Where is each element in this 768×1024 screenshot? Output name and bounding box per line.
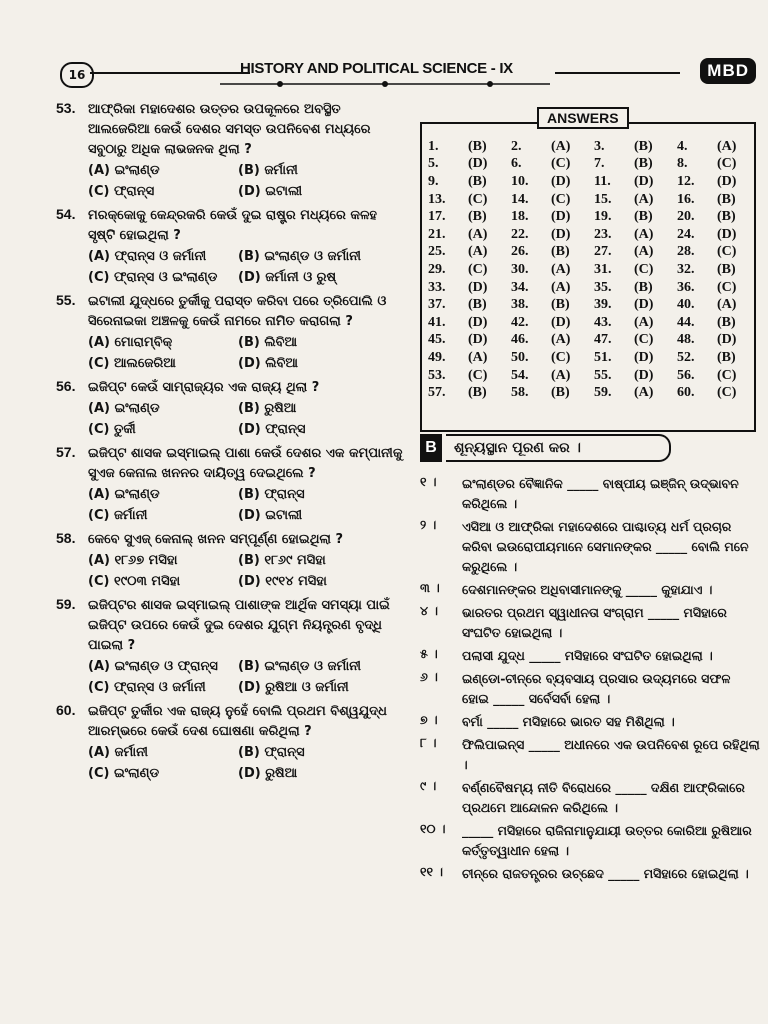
- answer-option: (B): [551, 244, 570, 260]
- question-options: [88, 398, 406, 440]
- item-text: ପଲାସୀ ଯୁଦ୍ଧ _____ ମସିହାରେ ସଂଘଟିତ ହୋଇଥିଲା ।: [462, 648, 713, 663]
- answer-option: (A): [468, 226, 488, 242]
- option: (C) ଜର୍ମାନୀ: [88, 508, 148, 523]
- answer-number: 58.: [511, 385, 529, 401]
- answer-option: (C): [634, 261, 654, 277]
- answer-option: (D): [551, 209, 571, 225]
- answer-number: 59.: [594, 385, 612, 401]
- answer-option: (D): [634, 297, 654, 313]
- answer-option: (A): [468, 244, 488, 260]
- question-number: 53.: [56, 100, 76, 116]
- option: (C) ଫ୍ରାନ୍ସ: [88, 184, 155, 199]
- answer-number: 55.: [594, 367, 612, 383]
- answer-option: (B): [634, 138, 653, 154]
- question-number: 60.: [56, 702, 76, 718]
- answer-option: (B): [468, 173, 487, 189]
- answer-option: (D): [468, 332, 488, 348]
- answer-option: (A): [551, 332, 571, 348]
- question-text: କେବେ ସୁଏଜ୍ କେନାଲ୍ ଖନନ ସମ୍ପୂର୍ଣ୍ଣ ହୋଇଥିଲା ?: [88, 532, 344, 547]
- item-number: ୪ ।: [420, 603, 438, 618]
- answer-row: [428, 296, 760, 314]
- item-number: ୧ ।: [420, 474, 437, 489]
- section-title: ଶୂନ୍ୟସ୍ଥାନ ପୂରଣ କର ।: [446, 434, 671, 462]
- option: (B) ଜର୍ମାନୀ: [238, 163, 298, 178]
- item-text: ଏସିଆ ଓ ଆଫ୍ରିକା ମହାଦେଶରେ ପାଶ୍ଚାତ୍ୟ ଧର୍ମ ପ୍ରଚାର କରିବା ଇଉରୋପୀୟମାନେ ସେମାନଙ୍କର _____ ବୋଲି ମନେ କରୁଥିଲେ ।: [462, 519, 749, 574]
- answer-option: (B): [717, 314, 736, 330]
- option: (B) ରୁଷିଆ: [238, 401, 297, 416]
- fill-blank-item: [420, 735, 760, 775]
- answer-row: [428, 384, 760, 402]
- option: (B) ଇଂଲାଣ୍ଡ ଓ ଜର୍ମାନୀ: [238, 659, 361, 674]
- mcq-list: [56, 100, 406, 788]
- question-options: [88, 246, 406, 288]
- answer-option: (D): [717, 226, 737, 242]
- answer-option: (C): [717, 367, 737, 383]
- answer-number: 41.: [428, 314, 446, 330]
- answer-option: (B): [717, 261, 736, 277]
- answer-number: 33.: [428, 279, 446, 295]
- item-number: ୯ ।: [420, 778, 437, 793]
- answer-number: 6.: [511, 156, 522, 172]
- question-options: [88, 484, 406, 526]
- item-number: ୮ ।: [420, 735, 437, 750]
- option: (A) ଇଂଲାଣ୍ଡ: [88, 163, 160, 178]
- header-rule-right: [555, 72, 680, 74]
- answer-number: 51.: [594, 349, 612, 365]
- answer-option: (D): [717, 332, 737, 348]
- answer-row: [428, 367, 760, 385]
- option: (C) ଫ୍ରାନ୍ସ ଓ ଇଂଲାଣ୍ଡ: [88, 270, 218, 285]
- option: (D) ଇଟାଲୀ: [238, 184, 303, 199]
- answer-option: (B): [717, 191, 736, 207]
- answer-number: 30.: [511, 261, 529, 277]
- answer-option: (C): [551, 156, 571, 172]
- item-text: ଭାରତର ପ୍ରଥମ ସ୍ୱାଧୀନତା ସଂଗ୍ରାମ _____ ମସିହାରେ ସଂଘଟିତ ହୋଇଥିଲା ।: [462, 605, 727, 640]
- answer-number: 8.: [677, 156, 688, 172]
- answer-option: (A): [717, 297, 737, 313]
- answer-number: 5.: [428, 156, 439, 172]
- answer-number: 39.: [594, 297, 612, 313]
- answer-option: (C): [551, 191, 571, 207]
- item-text: ବର୍ମା _____ ମସିହାରେ ଭାରତ ସହ ମିଶିଥିଲା ।: [462, 714, 675, 729]
- question-number: 58.: [56, 530, 76, 546]
- answer-option: (C): [717, 279, 737, 295]
- option: (C) ତୁର୍କୀ: [88, 422, 136, 437]
- answer-number: 20.: [677, 209, 695, 225]
- answer-option: (A): [468, 349, 488, 365]
- answer-option: (D): [468, 279, 488, 295]
- answer-number: 12.: [677, 173, 695, 189]
- answer-option: (B): [468, 297, 487, 313]
- option: (D) ଇଟାଲୀ: [238, 508, 303, 523]
- answer-option: (A): [634, 314, 654, 330]
- answer-number: 37.: [428, 297, 446, 313]
- question-item: [56, 702, 406, 784]
- answer-number: 16.: [677, 191, 695, 207]
- question-item: [56, 378, 406, 440]
- page-header: [50, 56, 760, 96]
- answer-row: [428, 156, 760, 174]
- answer-number: 18.: [511, 209, 529, 225]
- question-options: [88, 332, 406, 374]
- question-options: [88, 160, 406, 202]
- answer-row: [428, 261, 760, 279]
- fill-blank-item: [420, 517, 760, 577]
- question-number: 54.: [56, 206, 76, 222]
- answer-option: (A): [717, 138, 737, 154]
- answer-row: [428, 173, 760, 191]
- fill-blank-item: [420, 580, 760, 600]
- item-text: _____ ମସିହାରେ ରାଜିନାମାନୁଯାୟୀ ଉତ୍ତର କୋରିଆ ରୁଷିଆର କର୍ତ୍ତୃତ୍ୱାଧୀନ ହେଲା ।: [462, 823, 752, 858]
- answer-number: 46.: [511, 332, 529, 348]
- answer-number: 43.: [594, 314, 612, 330]
- answer-number: 21.: [428, 226, 446, 242]
- option: (B) ୧୮୬୯ ମସିହା: [238, 553, 326, 568]
- option: (A) ଇଂଲାଣ୍ଡ: [88, 401, 160, 416]
- answer-number: 11.: [594, 173, 611, 189]
- fill-blank-item: [420, 669, 760, 709]
- answer-option: (A): [634, 244, 654, 260]
- answer-option: (C): [717, 244, 737, 260]
- option: (C) ଆଲଜେରିଆ: [88, 356, 176, 371]
- answer-option: (D): [717, 173, 737, 189]
- page-number: 16: [60, 62, 94, 88]
- option: (A) ଜର୍ମାନୀ: [88, 745, 148, 760]
- answer-number: 2.: [511, 138, 522, 154]
- question-text: ଆଫ୍ରିକା ମହାଦେଶର ଉତ୍ତର ଉପକୂଳରେ ଅବସ୍ଥିତ ଆଲଜେରିଆ କେଉଁ ଦେଶର ସମସ୍ତ ଉପନିବେଶ ମଧ୍ୟରେ ସବୁଠାରୁ ଅଧିକ ଲାଭଜନକ ଥିଲା ?: [88, 102, 371, 157]
- answer-number: 35.: [594, 279, 612, 295]
- answers-title: ANSWERS: [537, 107, 629, 129]
- answer-row: [428, 279, 760, 297]
- fill-blank-item: [420, 821, 760, 861]
- question-item: [56, 292, 406, 374]
- header-ornament: [220, 80, 550, 88]
- item-text: ଇଣ୍ଡୋ-ଚୀନ୍‌ରେ ବ୍ୟବସାୟ ପ୍ରସାର ଉଦ୍ୟମରେ ସଫଳ ହୋଇ _____ ସର୍ବେସର୍ବା ହେଲା ।: [462, 671, 731, 706]
- fill-blank-item: [420, 712, 760, 732]
- answer-row: [428, 349, 760, 367]
- option: (D) ରୁଷିଆ: [238, 766, 298, 781]
- header-rule-left: [90, 72, 250, 74]
- answer-row: [428, 332, 760, 350]
- option: (B) ଲିବିଆ: [238, 335, 298, 350]
- answer-number: 31.: [594, 261, 612, 277]
- answer-number: 50.: [511, 349, 529, 365]
- answer-number: 44.: [677, 314, 695, 330]
- answer-option: (B): [468, 385, 487, 401]
- question-options: [88, 656, 406, 698]
- question-number: 56.: [56, 378, 76, 394]
- answer-number: 47.: [594, 332, 612, 348]
- answer-option: (A): [634, 385, 654, 401]
- answer-option: (B): [468, 209, 487, 225]
- question-item: [56, 206, 406, 288]
- question-item: [56, 444, 406, 526]
- answer-option: (B): [717, 209, 736, 225]
- answer-option: (A): [551, 138, 571, 154]
- question-text: ଇଜିପ୍ଟ କେଉଁ ସାମ୍ରାଜ୍ୟର ଏକ ରାଜ୍ୟ ଥିଲା ?: [88, 380, 320, 395]
- publisher-logo: MBD: [700, 58, 756, 84]
- answer-number: 3.: [594, 138, 605, 154]
- question-item: [56, 596, 406, 698]
- answer-option: (D): [551, 173, 571, 189]
- answer-option: (B): [551, 297, 570, 313]
- question-item: [56, 530, 406, 592]
- fill-blank-item: [420, 646, 760, 666]
- question-text: ଇଜିପ୍ଟ ତୁର୍କୀର ଏକ ରାଜ୍ୟ ନୁହେଁ ବୋଲି ପ୍ରଥମ ବିଶ୍ୱଯୁଦ୍ଧ ଆରମ୍ଭରେ କେଉଁ ଦେଶ ଘୋଷଣା କରିଥିଲା ?: [88, 704, 387, 739]
- answer-option: (A): [551, 261, 571, 277]
- answer-row: [428, 226, 760, 244]
- item-number: ୬ ।: [420, 669, 438, 684]
- answer-number: 53.: [428, 367, 446, 383]
- answer-option: (B): [717, 349, 736, 365]
- answer-number: 7.: [594, 156, 605, 172]
- answer-option: (D): [551, 226, 571, 242]
- question-number: 59.: [56, 596, 76, 612]
- option: (C) ଇଂଲାଣ୍ଡ: [88, 766, 160, 781]
- option: (A) ମୋରାମ୍ବିକ୍: [88, 335, 173, 350]
- answer-option: (B): [468, 138, 487, 154]
- answer-number: 60.: [677, 385, 695, 401]
- question-number: 57.: [56, 444, 76, 460]
- answer-number: 9.: [428, 173, 439, 189]
- question-options: [88, 742, 406, 784]
- item-number: ୫ ।: [420, 646, 438, 661]
- option: (A) ୧୮୬୭ ମସିହା: [88, 553, 178, 568]
- answer-number: 29.: [428, 261, 446, 277]
- answer-option: (C): [634, 332, 654, 348]
- answer-row: [428, 191, 760, 209]
- answer-option: (C): [468, 261, 488, 277]
- answer-row: [428, 244, 760, 262]
- question-text: ମରକ୍କୋକୁ କେନ୍ଦ୍ରକରି କେଉଁ ଦୁଇ ରାଷ୍ଟ୍ର ମଧ୍ୟରେ କଳହ ସୃଷ୍ଟି ହୋଇଥିଲା ?: [88, 208, 377, 243]
- option: (A) ଫ୍ରାନ୍ସ ଓ ଜର୍ମାନୀ: [88, 249, 207, 264]
- running-title: HISTORY AND POLITICAL SCIENCE - IX: [240, 60, 513, 77]
- answer-number: 52.: [677, 349, 695, 365]
- answer-option: (C): [717, 385, 737, 401]
- answer-number: 23.: [594, 226, 612, 242]
- option: (B) ଫ୍ରାନ୍ସ: [238, 487, 305, 502]
- answer-option: (A): [551, 279, 571, 295]
- answer-option: (B): [551, 385, 570, 401]
- answer-option: (D): [634, 367, 654, 383]
- answer-option: (A): [634, 191, 654, 207]
- item-number: ୭ ।: [420, 712, 438, 727]
- question-text: ଇଜିପ୍ଟର ଶାସକ ଇସ୍‌ମାଇଲ୍ ପାଶାଙ୍କ ଆର୍ଥିକ ସମସ୍ୟା ପାଇଁ ଇଜିପ୍ଟ ଉପରେ କେଉଁ ଦୁଇ ଦେଶର ଯୁଗ୍ମ ନିୟନ୍ତ୍ରଣ ବୃଦ୍ଧି ପାଇଲା ?: [88, 598, 390, 653]
- answer-option: (D): [634, 349, 654, 365]
- section-badge: B: [420, 434, 442, 462]
- fill-blank-item: [420, 603, 760, 643]
- answer-number: 17.: [428, 209, 446, 225]
- option: (C) ଫ୍ରାନ୍ସ ଓ ଜର୍ମାନୀ: [88, 680, 206, 695]
- answer-number: 45.: [428, 332, 446, 348]
- answer-option: (B): [634, 279, 653, 295]
- answer-option: (B): [634, 209, 653, 225]
- answer-option: (D): [468, 314, 488, 330]
- item-text: ଦେଶମାନଙ୍କର ଅଧିବାସୀମାନଙ୍କୁ _____ କୁହାଯାଏ ।: [462, 582, 713, 597]
- answer-number: 32.: [677, 261, 695, 277]
- item-number: ୧୦ ।: [420, 821, 446, 836]
- answer-number: 19.: [594, 209, 612, 225]
- option: (A) ଇଂଲାଣ୍ଡ: [88, 487, 160, 502]
- answer-option: (C): [468, 367, 488, 383]
- answer-number: 36.: [677, 279, 695, 295]
- option: (B) ଇଂଲାଣ୍ଡ ଓ ଜର୍ମାନୀ: [238, 249, 361, 264]
- fill-blank-item: [420, 474, 760, 514]
- fill-blank-item: [420, 864, 760, 884]
- answer-number: 13.: [428, 191, 446, 207]
- fill-blank-item: [420, 778, 760, 818]
- answer-option: (A): [634, 226, 654, 242]
- answer-option: (B): [634, 156, 653, 172]
- answer-number: 25.: [428, 244, 446, 260]
- option: (D) ଲିବିଆ: [238, 356, 298, 371]
- answers-table: [428, 138, 760, 402]
- answer-row: [428, 208, 760, 226]
- answer-number: 42.: [511, 314, 529, 330]
- answer-number: 14.: [511, 191, 529, 207]
- item-text: ଫିଲିପାଇନ୍‌ସ _____ ଅଧୀନରେ ଏକ ଉପନିବେଶ ରୂପେ ରହିଥିଲା ।: [462, 737, 760, 772]
- option: (D) ୧୯୧୪ ମସିହା: [238, 574, 327, 589]
- answer-number: 24.: [677, 226, 695, 242]
- answer-number: 27.: [594, 244, 612, 260]
- item-number: ୧୧ ।: [420, 864, 444, 879]
- option: (A) ଇଂଲାଣ୍ଡ ଓ ଫ୍ରାନ୍ସ: [88, 659, 218, 674]
- answer-option: (D): [551, 314, 571, 330]
- item-text: ଚୀନ୍‌ରେ ରାଜତନ୍ତ୍ରର ଉଚ୍ଛେଦ _____ ମସିହାରେ ହୋଇଥିଲା ।: [462, 866, 749, 881]
- item-number: ୩ ।: [420, 580, 440, 595]
- answer-option: (C): [717, 156, 737, 172]
- answer-number: 54.: [511, 367, 529, 383]
- answer-row: [428, 314, 760, 332]
- option: (D) ଜର୍ମାନୀ ଓ ରୁଷ୍: [238, 270, 337, 285]
- answer-number: 15.: [594, 191, 612, 207]
- question-options: [88, 550, 406, 592]
- item-text: ଇଂଲାଣ୍ଡର ବୈଜ୍ଞାନିକ _____ ବାଷ୍ପୀୟ ଇଞ୍ଜିନ୍ ଉଦ୍ଭାବନ କରିଥିଲେ ।: [462, 476, 739, 511]
- question-number: 55.: [56, 292, 76, 308]
- answer-number: 48.: [677, 332, 695, 348]
- option: (B) ଫ୍ରାନ୍ସ: [238, 745, 305, 760]
- item-number: ୨ ।: [420, 517, 437, 532]
- fill-blank-list: [420, 474, 760, 887]
- question-text: ଇଟାଲୀ ଯୁଦ୍ଧରେ ତୁର୍କୀକୁ ପରାସ୍ତ କରିବା ପରେ ତ୍ରିପୋଲି ଓ ସିରେନାଇକା ଅଞ୍ଚଳକୁ କେଉଁ ନାମରେ ନାମିତ କରାଗଲା ?: [88, 294, 387, 329]
- answer-number: 57.: [428, 385, 446, 401]
- answer-number: 49.: [428, 349, 446, 365]
- option: (C) ୧୯୦୩ ମସିହା: [88, 574, 181, 589]
- answer-number: 26.: [511, 244, 529, 260]
- answer-number: 4.: [677, 138, 688, 154]
- answer-option: (C): [468, 191, 488, 207]
- option: (D) ଫ୍ରାନ୍ସ: [238, 422, 306, 437]
- answer-option: (C): [551, 349, 571, 365]
- answer-row: [428, 138, 760, 156]
- answer-number: 1.: [428, 138, 439, 154]
- answer-number: 38.: [511, 297, 529, 313]
- option: (D) ରୁଷିଆ ଓ ଜର୍ମାନୀ: [238, 680, 349, 695]
- answer-number: 22.: [511, 226, 529, 242]
- answer-number: 28.: [677, 244, 695, 260]
- answer-number: 10.: [511, 173, 529, 189]
- answer-option: (A): [551, 367, 571, 383]
- answer-number: 40.: [677, 297, 695, 313]
- question-item: [56, 100, 406, 202]
- question-text: ଇଜିପ୍ଟ ଶାସକ ଇସ୍‌ମାଇଲ୍ ପାଶା କେଉଁ ଦେଶର ଏକ କମ୍ପାନୀକୁ ସୁଏଜ କେନାଲ ଖନନର ଦାୟିତ୍ୱ ଦେଇଥିଲେ ?: [88, 446, 403, 481]
- item-text: ବର୍ଣ୍ଣବୈଷମ୍ୟ ନୀତି ବିରୋଧରେ _____ ଦକ୍ଷିଣ ଆଫ୍ରିକାରେ ପ୍ରଥମେ ଆନ୍ଦୋଳନ କରିଥିଲେ ।: [462, 780, 745, 815]
- answer-number: 34.: [511, 279, 529, 295]
- answer-number: 56.: [677, 367, 695, 383]
- answer-option: (D): [468, 156, 488, 172]
- answer-option: (D): [634, 173, 654, 189]
